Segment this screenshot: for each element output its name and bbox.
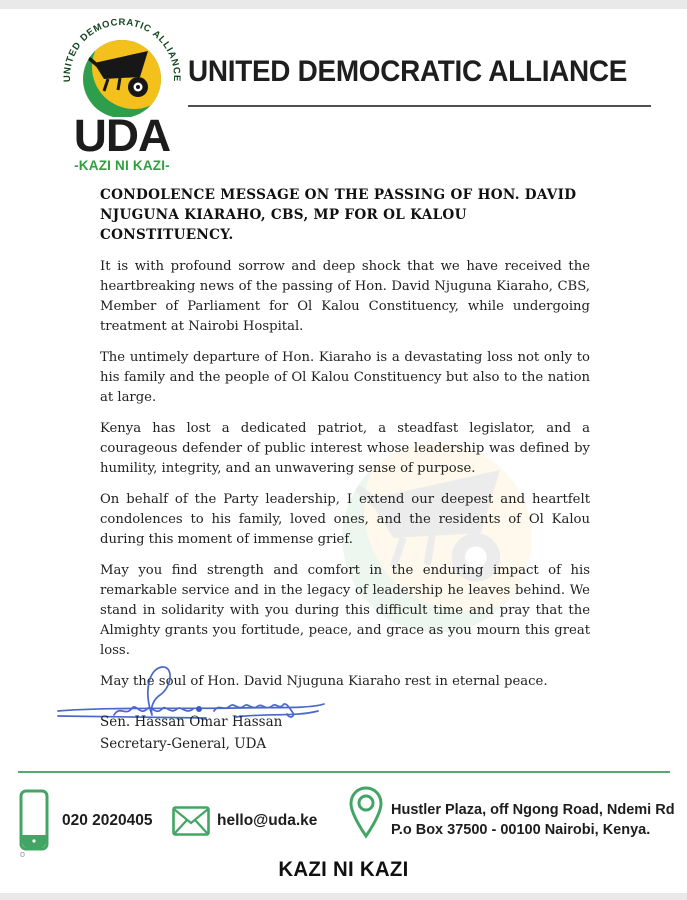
footer-divider [18, 771, 670, 773]
signatory-title: Secretary-General, UDA [100, 736, 267, 752]
address-line-1: Hustler Plaza, off Ngong Road, Ndemi Rd [391, 802, 675, 818]
email-icon [172, 806, 210, 836]
paragraph: May the soul of Hon. David Njuguna Kiaraho rest in eternal peace. [100, 674, 548, 689]
paragraph: On behalf of the Party leadership, I extend our deepest and heartfelt condolences to his family, loved ones, and the residents of Ol Kalou during this moment of immense grief. [100, 492, 590, 547]
address-line-2: P.o Box 37500 - 00100 Nairobi, Kenya. [391, 821, 651, 838]
email-address: hello@uda.ke [217, 812, 318, 829]
party-name-title: UNITED DEMOCRATIC ALLIANCE [188, 55, 628, 88]
signatory-name: Sen. Hassan Omar Hassan [100, 714, 283, 730]
stray-mark: o [20, 849, 26, 859]
header-divider [188, 105, 651, 107]
phone-icon [19, 789, 49, 851]
logo-tagline: -KAZI NI KAZI- [74, 158, 170, 174]
paragraph: May you find strength and comfort in the enduring impact of his remarkable service and in the legacy of leadership he leaves behind. We stand in solidarity with you during this difficult time and pray that the Almighty grants you fortitude, peace, and grace as you mourn this great loss. [100, 563, 590, 658]
paragraph: The untimely departure of Hon. Kiaraho is a devastating loss not only to his family and the people of Ol Kalou Constituency but also to the nation at large. [100, 350, 590, 405]
party-slogan: KAZI NI KAZI [278, 858, 409, 881]
postal-address [391, 801, 675, 840]
letter-document [0, 9, 687, 893]
letter-body [100, 185, 590, 703]
uda-emblem-icon [54, 17, 190, 117]
phone-number: 020 2020405 [62, 812, 153, 829]
location-pin-icon [349, 786, 383, 840]
paragraph: Kenya has lost a dedicated patriot, a steadfast legislator, and a courageous defender of public interest whose leadership was defined by humility, integrity, and an unwavering sense of purpose. [100, 421, 590, 476]
paragraph: It is with profound sorrow and deep shock that we have received the heartbreaking news of the passing of Hon. David Njuguna Kiaraho, CBS, Member of Parliament for Ol Kalou Constituency, while undergoing treatment at Nairobi Hospital. [100, 259, 590, 334]
logo-arc-text: UNITED DEMOCRATIC ALLIANCE [61, 17, 183, 83]
uda-party-logo [52, 17, 192, 173]
logo-acronym: UDA [73, 110, 171, 161]
subject-line: CONDOLENCE MESSAGE ON THE PASSING OF HON. DAVID NJUGUNA KIARAHO, CBS, MP FOR OL KALOU CONSTITUENCY. [100, 187, 577, 243]
